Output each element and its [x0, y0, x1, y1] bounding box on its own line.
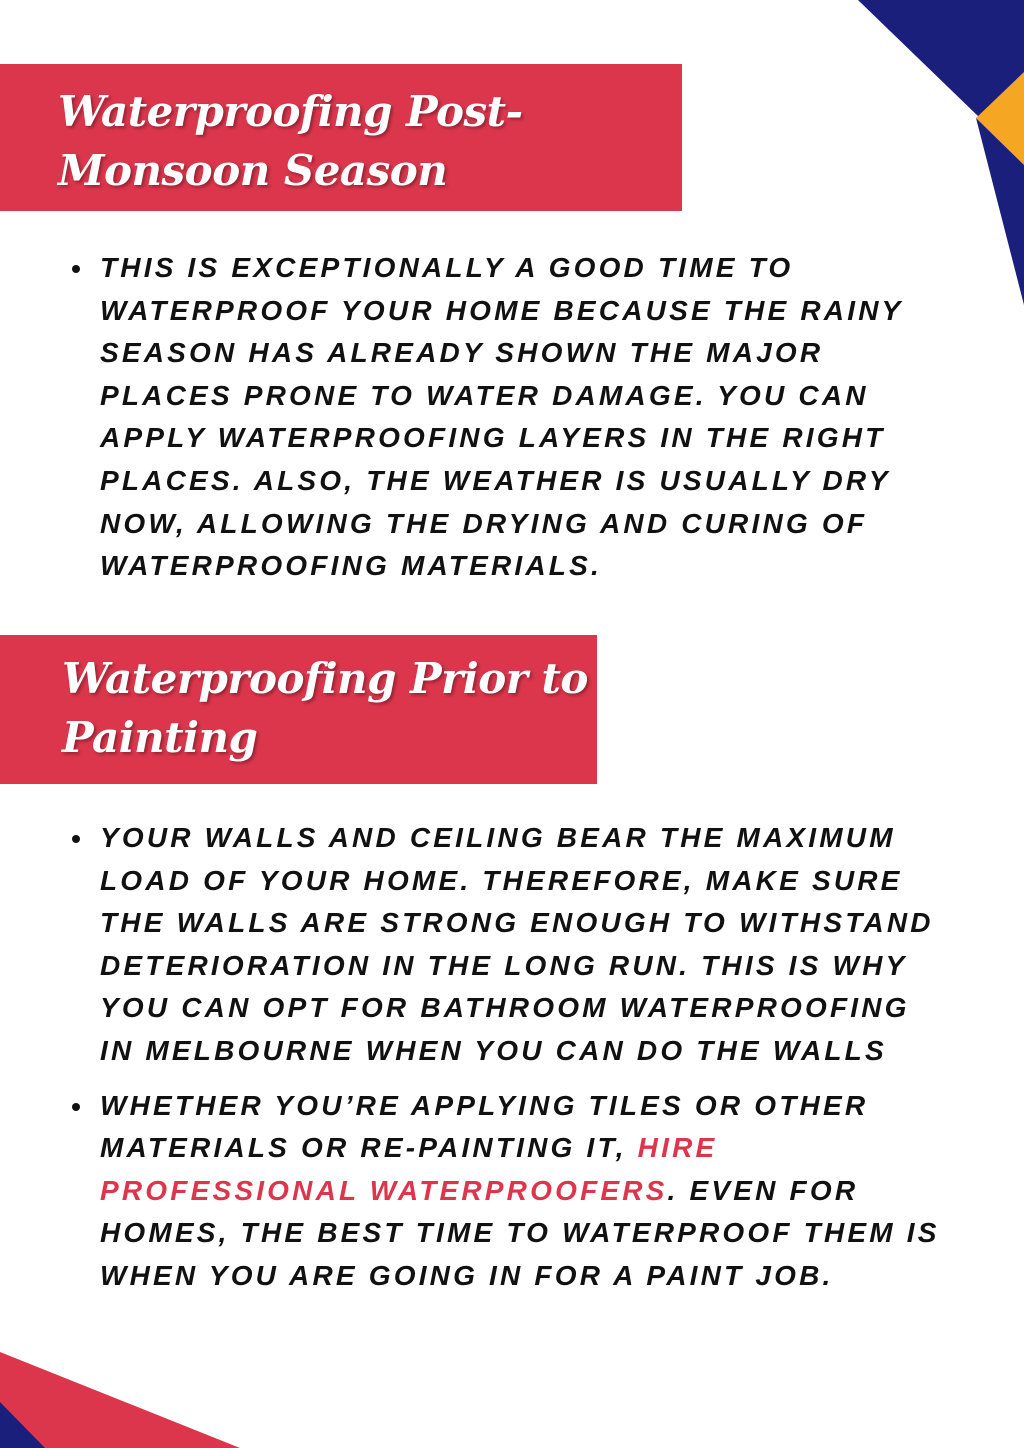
section-heading: Waterproofing Prior to Painting: [62, 654, 588, 762]
bottom-left-corner-decoration: [0, 1340, 260, 1448]
red-triangle-shape: [0, 1352, 240, 1448]
list-item-text-before-link: WHETHER YOU’RE APPLYING TILES OR OTHER MATERIALS OR RE-PAINTING IT,: [100, 1089, 869, 1164]
bullet-list: [100, 817, 940, 1310]
hire-waterproofers-link[interactable]: HIRE PROFESSIONAL WATERPROOFERS: [100, 1132, 718, 1206]
section-heading: Waterproofing Post-Monsoon Season: [58, 87, 523, 195]
bullet-dot-icon: [72, 1103, 80, 1111]
section-heading-banner: [0, 64, 682, 211]
bullet-dot-icon: [72, 835, 80, 843]
list-item-text-after-link: . EVEN FOR HOMES, THE BEST TIME TO WATERPROOF THEM IS WHEN YOU ARE GOING IN FOR A PAINT JOB.: [100, 1174, 940, 1291]
section-heading-banner: [0, 635, 597, 784]
list-item-text: THIS IS EXCEPTIONALLY A GOOD TIME TO WATERPROOF YOUR HOME BECAUSE THE RAINY SEASON HAS ALREADY SHOWN THE MAJOR PLACES PRONE TO WATER DAMAGE. YOU CAN APPLY WATERPROOFING LAYERS IN THE RIGHT PLACES. ALSO, THE WEATHER IS USUALLY DRY NOW, ALLOWING THE DRYING AND CURING OF WATERPROOFING MATERIALS.: [100, 252, 903, 582]
list-item: [100, 1085, 940, 1298]
list-item: [100, 247, 940, 588]
list-item-text: YOUR WALLS AND CEILING BEAR THE MAXIMUM LOAD OF YOUR HOME. THEREFORE, MAKE SURE THE WALLS ARE STRONG ENOUGH TO WITHSTAND DETERIORATION IN THE LONG RUN. THIS IS WHY YOU CAN OPT FOR BATHROOM WATERPROOFING IN MELBOURNE WHEN YOU CAN DO THE WALLS: [100, 822, 934, 1066]
bullet-dot-icon: [72, 265, 80, 273]
bullet-list: [100, 247, 940, 600]
list-item: [100, 817, 940, 1073]
